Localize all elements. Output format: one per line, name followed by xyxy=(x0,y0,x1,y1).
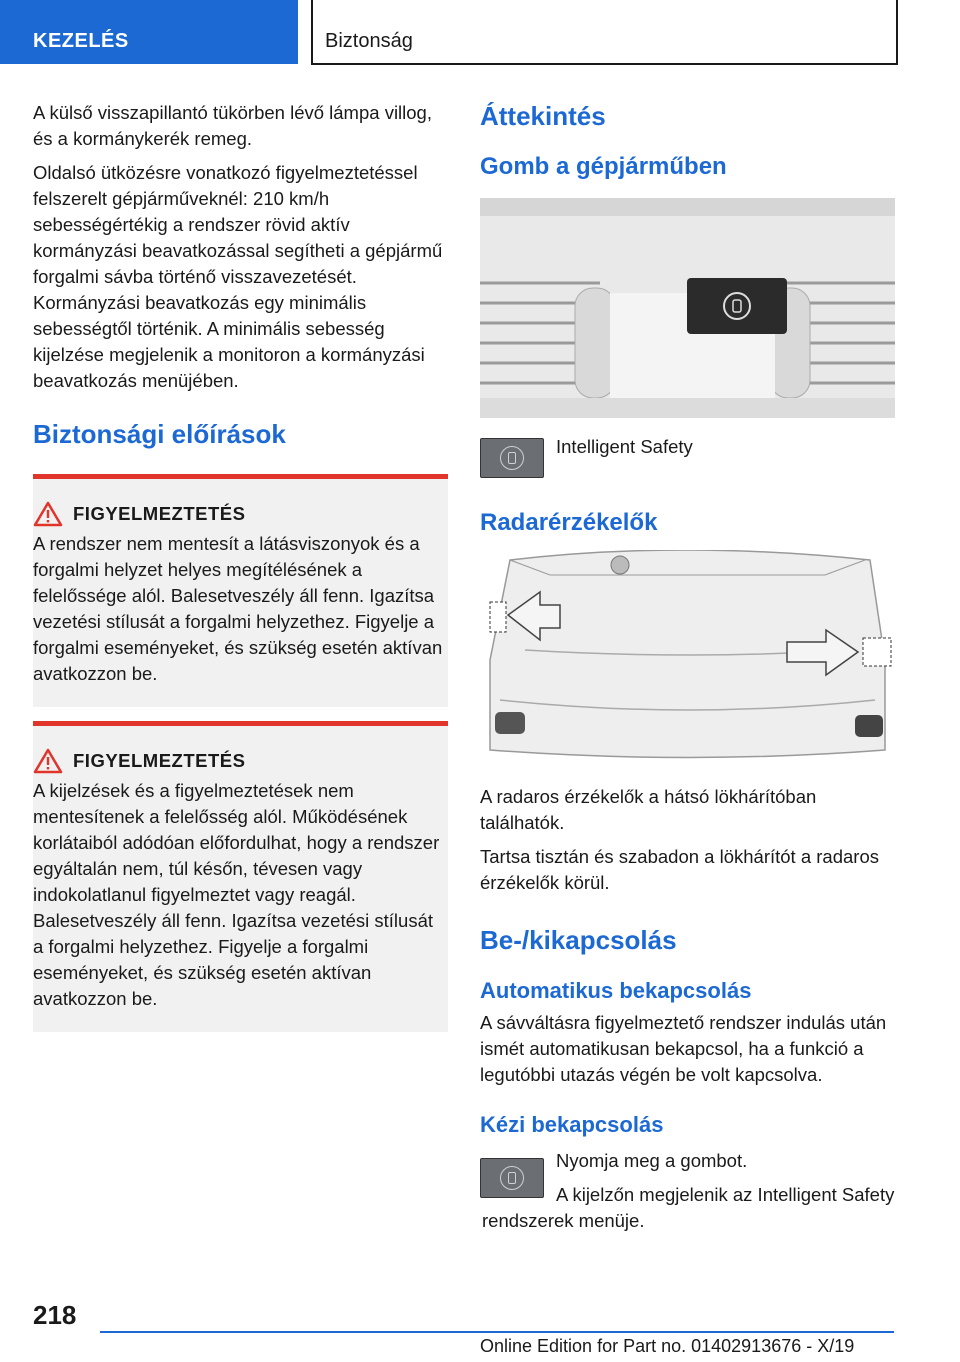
chapter-title: KEZELÉS xyxy=(33,30,129,52)
subsection-heading: Radarérzékelők xyxy=(480,509,658,536)
edition-info: Online Edition for Part no. 01402913676 - X/19 xyxy=(480,1336,855,1356)
warning-text: A kijelzések és a figyelmeztetések nem mentesítenek a felelősség alól. Működésének korlátaiból adódóan előfordulhat, hogy a rendszer egyáltalán nem, túl későn, tévesen vagy indokolatlanul figyelmeztet vagy reagál. Balesetveszély áll fenn. Igazítsa vezetési stílusát a forgalmi helyzethez. Figyelje a forgalmi eseményeket, és szükség esetén aktívan avatkozzon be. xyxy=(33,780,440,1009)
intelligent-safety-button-icon xyxy=(480,438,544,478)
page-number: 218 xyxy=(33,1300,77,1330)
warning-title: FIGYELMEZTETÉS xyxy=(73,503,246,524)
section-heading: Be-/kikapcsolás xyxy=(480,925,677,955)
dashboard-button-image xyxy=(480,198,895,418)
section-heading: Áttekintés xyxy=(480,101,606,131)
subsection-heading: Automatikus bekapcsolás xyxy=(480,978,752,1003)
warning-triangle-icon xyxy=(33,748,63,774)
warning-box xyxy=(33,474,448,707)
paragraph: A külső visszapillantó tükörben lévő lámpa villog, és a kormánykerék remeg. xyxy=(33,102,432,149)
paragraph: Oldalsó ütközésre vonatkozó figyelmeztetéssel felszerelt gépjárműveknél: 210 km/h sebességértékig a rendszer rövid aktív kormányzási beavatkozással segítheti a gépjármű forgalmi sávba történő visszavezetését. Kormányzási beavatkozás egy minimális sebességtől történik. A minimális sebesség kijelzése megjelenik a monitoron a kormányzási beavatkozás menüjében. xyxy=(33,162,443,391)
manual-instructions xyxy=(480,1152,895,1242)
footer-divider xyxy=(100,1331,894,1333)
instruction-result: A kijelzőn megjelenik az Intelligent Safety rendszerek menüje. xyxy=(482,1184,895,1231)
paragraph: A sávváltásra figyelmeztető rendszer indulás után ismét automatikusan bekapcsol, ha a funkció a legutóbbi utazás végén be volt kapcsolva. xyxy=(480,1012,887,1085)
subsection-heading: Kézi bekapcsolás xyxy=(480,1112,664,1137)
instruction-step: Nyomja meg a gombot. xyxy=(556,1150,748,1171)
warning-text: A rendszer nem mentesít a látásviszonyok és a forgalmi helyzet helyes megítélésének a felelőssége alól. Balesetveszély áll fenn. Igazítsa vezetési stílusát a forgalmi helyzethez. Figyelje a forgalmi eseményeket, és szükség esetén aktívan avatkozzon be. xyxy=(33,533,443,684)
section-title: Biztonság xyxy=(325,30,413,52)
button-legend xyxy=(480,438,895,478)
chapter-tab xyxy=(0,0,298,64)
warning-title: FIGYELMEZTETÉS xyxy=(73,750,246,771)
left-column xyxy=(33,100,448,1032)
button-label: Intelligent Safety xyxy=(556,436,693,457)
right-column xyxy=(480,100,895,1242)
warning-triangle-icon xyxy=(33,501,63,527)
radar-sensor-image xyxy=(480,550,895,770)
subsection-heading: Gomb a gépjárműben xyxy=(480,153,727,180)
section-heading: Biztonsági előírások xyxy=(33,419,286,449)
warning-box xyxy=(33,721,448,1032)
paragraph: A radaros érzékelők a hátsó lökhárítóban találhatók. xyxy=(480,786,817,833)
section-header xyxy=(311,0,898,65)
paragraph: Tartsa tisztán és szabadon a lökhárítót a radaros érzékelők körül. xyxy=(480,846,879,893)
